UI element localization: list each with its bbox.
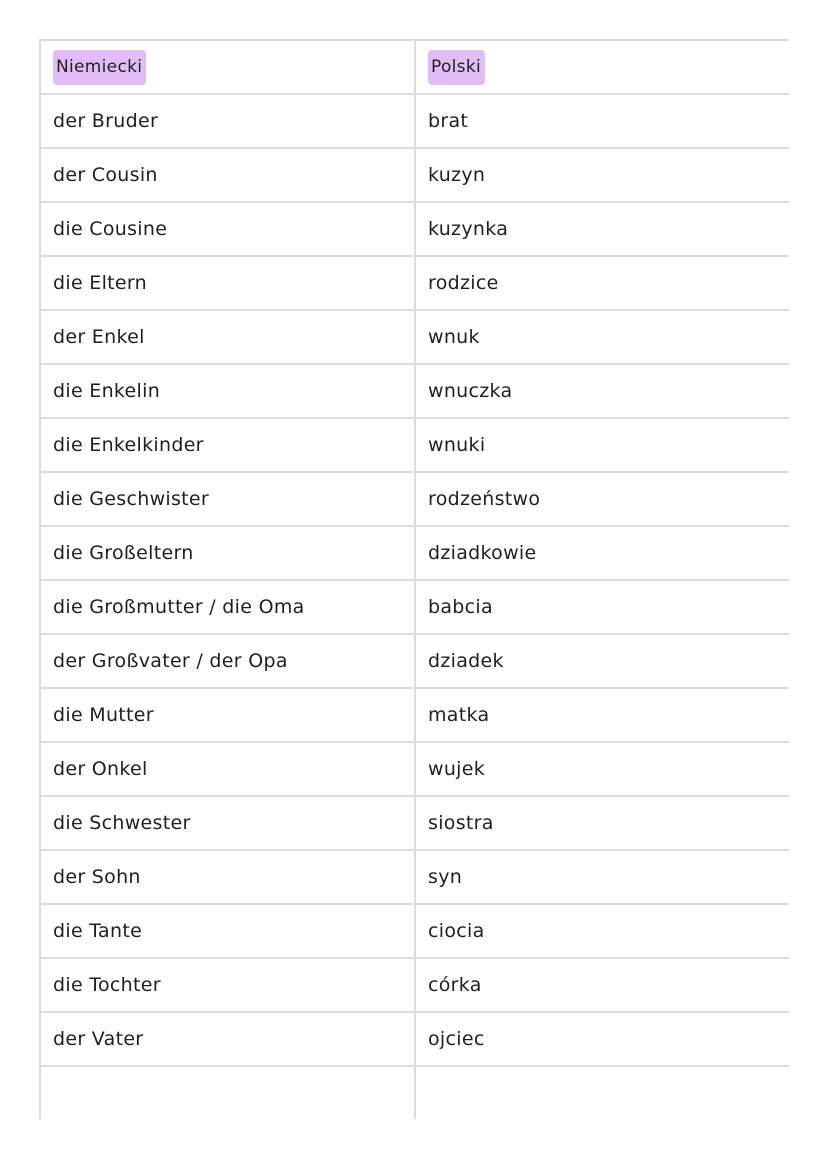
table-row — [40, 634, 789, 688]
empty-table-row — [40, 1066, 789, 1119]
vocabulary-table — [39, 39, 789, 1119]
german-word: der Bruder — [40, 94, 415, 148]
header-cell-polish — [415, 40, 789, 94]
polish-word: córka — [415, 958, 789, 1012]
header-row — [40, 40, 789, 94]
table-row — [40, 688, 789, 742]
polish-word: babcia — [415, 580, 789, 634]
german-word: die Eltern — [40, 256, 415, 310]
empty-cell — [40, 1066, 415, 1119]
german-word: die Großeltern — [40, 526, 415, 580]
polish-word: siostra — [415, 796, 789, 850]
german-word: die Tante — [40, 904, 415, 958]
table-row — [40, 94, 789, 148]
german-word: die Schwester — [40, 796, 415, 850]
polish-word: wnuczka — [415, 364, 789, 418]
polish-word: wnuk — [415, 310, 789, 364]
table-row — [40, 418, 789, 472]
table-row — [40, 202, 789, 256]
table-row — [40, 904, 789, 958]
german-word: der Großvater / der Opa — [40, 634, 415, 688]
header-label-polish: Polski — [428, 50, 485, 85]
table-row — [40, 742, 789, 796]
polish-word: matka — [415, 688, 789, 742]
german-word: der Onkel — [40, 742, 415, 796]
empty-cell — [415, 1066, 789, 1119]
vocabulary-sheet — [39, 39, 789, 1131]
german-word: der Enkel — [40, 310, 415, 364]
german-word: die Enkelin — [40, 364, 415, 418]
polish-word: wujek — [415, 742, 789, 796]
german-word: die Mutter — [40, 688, 415, 742]
polish-word: brat — [415, 94, 789, 148]
table-row — [40, 526, 789, 580]
polish-word: rodzeństwo — [415, 472, 789, 526]
table-row — [40, 472, 789, 526]
german-word: die Großmutter / die Oma — [40, 580, 415, 634]
polish-word: kuzyn — [415, 148, 789, 202]
table-row — [40, 148, 789, 202]
table-row — [40, 796, 789, 850]
table-row — [40, 1012, 789, 1066]
german-word: der Cousin — [40, 148, 415, 202]
polish-word: rodzice — [415, 256, 789, 310]
table-row — [40, 256, 789, 310]
table-row — [40, 310, 789, 364]
polish-word: ciocia — [415, 904, 789, 958]
table-row — [40, 580, 789, 634]
table-row — [40, 364, 789, 418]
polish-word: syn — [415, 850, 789, 904]
german-word: der Vater — [40, 1012, 415, 1066]
table-row — [40, 850, 789, 904]
german-word: die Enkelkinder — [40, 418, 415, 472]
german-word: die Tochter — [40, 958, 415, 1012]
german-word: der Sohn — [40, 850, 415, 904]
german-word: die Geschwister — [40, 472, 415, 526]
german-word: die Cousine — [40, 202, 415, 256]
header-cell-german — [40, 40, 415, 94]
polish-word: wnuki — [415, 418, 789, 472]
polish-word: ojciec — [415, 1012, 789, 1066]
polish-word: dziadek — [415, 634, 789, 688]
header-label-german: Niemiecki — [53, 50, 146, 85]
polish-word: dziadkowie — [415, 526, 789, 580]
vocabulary-rows — [40, 94, 789, 1119]
polish-word: kuzynka — [415, 202, 789, 256]
table-row — [40, 958, 789, 1012]
